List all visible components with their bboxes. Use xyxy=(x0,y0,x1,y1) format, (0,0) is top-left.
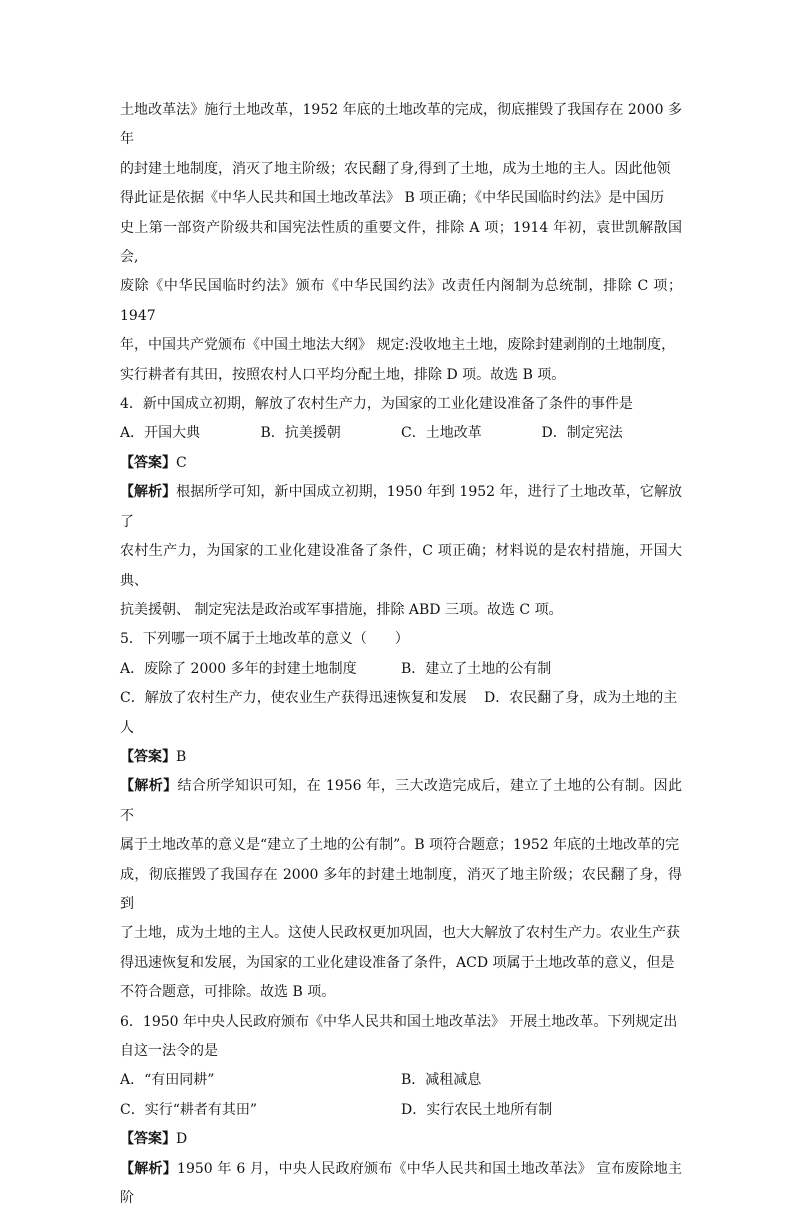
options-row xyxy=(120,684,682,713)
option-d: D．农民翻了身，成为土地的主 xyxy=(484,690,678,707)
text-line: 成，彻底摧毁了我国存在 2000 多年的封建土地制度，消灭了地主阶级；农民翻了身，得到 xyxy=(120,866,682,912)
answer-tag: 【答案】 xyxy=(120,748,176,765)
explanation-line xyxy=(120,478,682,537)
option-b: B．减租减息 xyxy=(401,1072,482,1089)
explanation-text: 1950 年 6 月，中央人民政府颁布《中华人民共和国土地改革法》 宣布废除地主阶 xyxy=(120,1160,683,1207)
answer-line xyxy=(120,449,682,478)
option-b: B．建立了土地的公有制 xyxy=(401,660,552,677)
options-row xyxy=(120,419,682,448)
answer-value: C xyxy=(176,454,187,471)
question-stem: 6．1950 年中央人民政府颁布《中华人民共和国土地改革法》 开展土地改革。下列规定出 xyxy=(120,1013,678,1030)
option-c: C．解放了农村生产力，使农业生产获得迅速恢复和发展 xyxy=(120,690,467,707)
document-page xyxy=(120,96,682,1213)
text-line: 实行耕者有其田，按照农村人口平均分配土地，排除 D 项。故选 B 项。 xyxy=(120,366,566,383)
explanation-line xyxy=(120,772,682,831)
answer-line xyxy=(120,1125,682,1154)
question-6 xyxy=(120,1008,682,1213)
continued-explanation xyxy=(120,96,682,390)
text-line: 抗美援朝、 制定宪法是政治或军事措施，排除 ABD 三项。故选 C 项。 xyxy=(120,601,563,618)
option-a: A．开国大典 xyxy=(120,425,201,442)
question-stem: 5．下列哪一项不属于土地改革的意义（ ） xyxy=(120,631,409,648)
text-line: 年，中国共产党颁布《中国土地法大纲》 规定:没收地主土地，废除封建剥削的土地制度， xyxy=(120,337,676,354)
option-c: C．实行“耕者有其田” xyxy=(120,1101,258,1118)
text-line: 农村生产力，为国家的工业化建设准备了条件，C 项正确；材料说的是农村措施，开国大典、 xyxy=(120,543,682,589)
text-line: 废除《中华民国临时约法》颁布《中华民国约法》改责任内阁制为总统制，排除 C 项；1947 xyxy=(120,278,682,324)
option-a: A．“有田同耕” xyxy=(120,1072,215,1089)
option-d: D．实行农民土地所有制 xyxy=(401,1101,553,1118)
explanation-tag: 【解析】 xyxy=(120,1160,178,1177)
text-line: 得此证是依据《中华人民共和国土地改革法》 B 项正确；《中华民国临时约法》是中国历 xyxy=(120,190,665,207)
text-line: 不符合题意，可排除。故选 B 项。 xyxy=(120,984,336,1001)
explanation-text: 结合所学知识可知，在 1956 年，三大改造完成后，建立了土地的公有制。因此不 xyxy=(120,778,683,824)
options-row xyxy=(120,655,682,684)
answer-value: B xyxy=(176,748,187,765)
answer-value: D xyxy=(176,1131,188,1148)
question-5 xyxy=(120,625,682,1007)
text-line: 属于土地改革的意义是“建立了土地的公有制”。B 项符合题意；1952 年底的土地改革的完 xyxy=(120,837,680,854)
answer-line xyxy=(120,743,682,772)
option-a: A．废除了 2000 多年的封建土地制度 xyxy=(120,660,357,677)
text-line: 得迅速恢复和发展，为国家的工业化建设准备了条件，ACD 项属于土地改革的意义，但是 xyxy=(120,954,675,971)
question-4 xyxy=(120,390,682,625)
options-row xyxy=(120,1096,682,1125)
option-d: D．制定宪法 xyxy=(541,425,623,442)
text-line: 了土地，成为土地的主人。这使人民政权更加巩固，也大大解放了农村生产力。农业生产获 xyxy=(120,925,680,942)
answer-tag: 【答案】 xyxy=(120,1131,176,1148)
text-line: 土地改革法》施行土地改革，1952 年底的土地改革的完成，彻底摧毁了我国存在 2000 多年 xyxy=(120,102,682,148)
explanation-line xyxy=(120,1155,682,1213)
options-row xyxy=(120,1066,682,1095)
option-d-wrap: 人 xyxy=(120,719,134,736)
text-line: 的封建土地制度，消灭了地主阶级；农民翻了身,得到了土地，成为土地的主人。因此他领 xyxy=(120,160,671,177)
answer-tag: 【答案】 xyxy=(120,454,176,471)
option-b: B．抗美援朝 xyxy=(260,425,341,442)
question-stem-cont: 自这一法令的是 xyxy=(120,1043,218,1059)
explanation-tag: 【解析】 xyxy=(120,778,178,795)
text-line: 史上第一部资产阶级共和国宪法性质的重要文件，排除 A 项；1914 年初，袁世凯解散国会, xyxy=(120,219,682,266)
question-stem: 4．新中国成立初期，解放了农村生产力，为国家的工业化建设准备了条件的事件是 xyxy=(120,396,633,413)
explanation-tag: 【解析】 xyxy=(120,484,177,501)
explanation-text: 根据所学可知，新中国成立初期，1950 年到 1952 年，进行了土地改革，它解放了 xyxy=(120,484,682,530)
option-c: C．土地改革 xyxy=(401,425,482,442)
